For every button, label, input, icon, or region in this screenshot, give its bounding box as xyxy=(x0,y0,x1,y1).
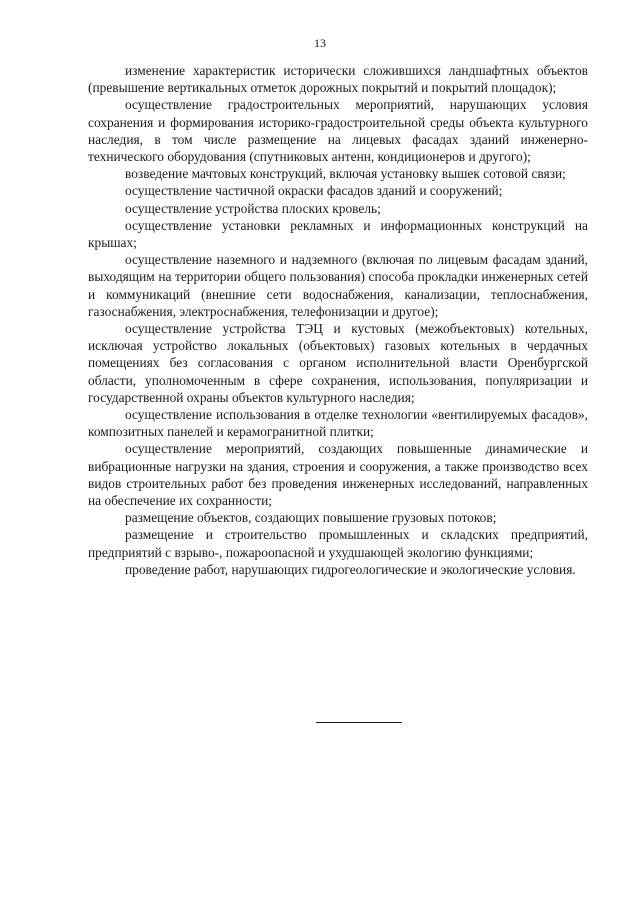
paragraph: возведение мачтовых конструкций, включая установку вышек сотовой связи; xyxy=(125,166,566,182)
paragraph: размещение объектов, создающих повышение грузовых потоков; xyxy=(125,510,497,526)
document-body xyxy=(88,62,588,578)
paragraph: осуществление частичной окраски фасадов зданий и сооружений; xyxy=(125,183,503,199)
paragraph: осуществление мероприятий, создающих повышенные динамические и вибрационные нагрузки на здания, строения и сооружения, а также производство всех видов строительных работ без проведения инженерных исследований, направленных на обеспечение их сохранности; xyxy=(88,441,588,509)
paragraph: изменение характеристик исторически сложившихся ландшафтных объектов (превышение вертикальных отметок дорожных покрытий и покрытий площадок); xyxy=(88,63,588,96)
paragraph: осуществление устройства плоских кровель; xyxy=(125,200,381,216)
page-number: 13 xyxy=(314,36,326,50)
paragraph: размещение и строительство промышленных и складских предприятий, предприятий с взрыво-, пожароопасной и ухудшающей экологию функциями; xyxy=(88,527,588,560)
paragraph: осуществление градостроительных мероприятий, нарушающих условия сохранения и формирования историко-градостроительной среды объекта культурного наследия, в том числе размещение на лицевых фасадах зданий инженерно-технического оборудования (спутниковых антенн, кондиционеров и другого); xyxy=(88,97,588,165)
paragraph: осуществление наземного и надземного (включая по лицевым фасадам зданий, выходящим на территории общего пользования) способа прокладки инженерных сетей и коммуникаций (внешние сети водоснабжения, канализации, теплоснабжения, газоснабжения, электроснабжения, телефонизации и другое); xyxy=(88,252,588,319)
paragraph: проведение работ, нарушающих гидрогеологические и экологические условия. xyxy=(125,561,576,577)
end-separator-line xyxy=(316,722,402,723)
paragraph: осуществление установки рекламных и информационных конструкций на крышах; xyxy=(88,217,588,251)
paragraph: осуществление устройства ТЭЦ и кустовых (межобъектовых) котельных, исключая устройство локальных (объектовых) газовых котельных в чердачных помещениях без согласования с органом исполнительной власти Оренбургской области, уполномоченным в сфере сохранения, использования, популяризации и государственной охраны объектов культурного наследия; xyxy=(88,321,588,405)
paragraph: осуществление использования в отделке технологии «вентилируемых фасадов», композитных панелей и керамогранитной плитки; xyxy=(88,407,588,440)
